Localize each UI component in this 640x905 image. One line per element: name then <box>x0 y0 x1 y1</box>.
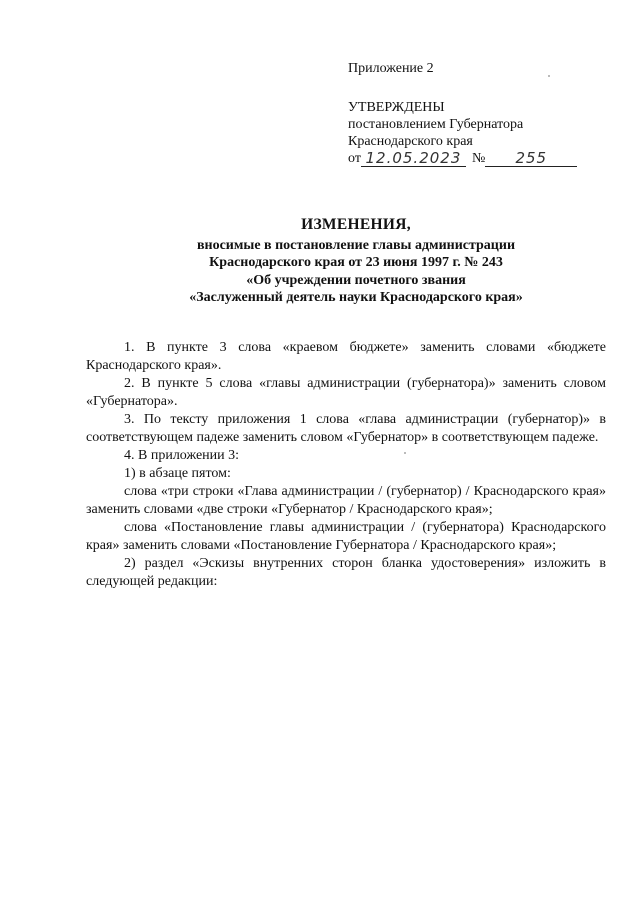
approved-by-line2: Краснодарского края <box>348 134 473 149</box>
date-prefix: от <box>348 151 361 166</box>
approval-block <box>348 60 608 167</box>
date-number-line <box>348 150 608 167</box>
title-line-4: «Об учреждении почетного звания <box>246 272 466 288</box>
handwritten-date: 12.05.2023 <box>361 150 466 167</box>
scan-speck <box>548 75 550 77</box>
paragraph-6: слова «три строки «Глава администрации / (губернатор) / Краснодарского края» заменить словами «две строки «Губернатор / Краснодарского края»; <box>86 484 606 517</box>
handwritten-number: 255 <box>485 150 577 167</box>
approved-label: УТВЕРЖДЕНЫ <box>348 100 445 115</box>
approved-by-line1: постановлением Губернатора <box>348 117 524 132</box>
paragraph-4: 4. В приложении 3: <box>124 448 240 463</box>
title-line-2: вносимые в постановление главы администрации <box>196 237 516 253</box>
paragraph-5: 1) в абзаце пятом: <box>124 466 231 481</box>
paragraph-2: 2. В пункте 5 слова «главы администрации (губернатора)» заменить словом «Губернатора». <box>86 376 606 409</box>
paragraph-7: слова «Постановление главы администрации / (губернатора) Краснодарского края» заменить словами «Постановление Губернатора / Краснодарского края»; <box>86 520 606 553</box>
scan-speck <box>404 452 406 454</box>
document-title <box>86 216 626 307</box>
title-line-5: «Заслуженный деятель науки Краснодарского края» <box>189 290 523 305</box>
title-line-1: ИЗМЕНЕНИЯ, <box>301 216 411 233</box>
number-prefix: № <box>471 151 486 166</box>
paragraph-8: 2) раздел «Эскизы внутренних сторон бланка удостоверения» изложить в следующей редакции: <box>86 556 606 589</box>
document-body <box>86 339 606 591</box>
title-line-3: Краснодарского края от 23 июня 1997 г. № 243 <box>209 255 503 270</box>
appendix-label: Приложение 2 <box>348 61 434 76</box>
paragraph-3: 3. По тексту приложения 1 слова «глава администрации (губернатор)» в соответствующем падеже заменить словом «Губернатор» в соответствующем падеже. <box>86 412 606 445</box>
paragraph-1: 1. В пункте 3 слова «краевом бюджете» заменить словами «бюджете Краснодарского края». <box>86 340 606 373</box>
